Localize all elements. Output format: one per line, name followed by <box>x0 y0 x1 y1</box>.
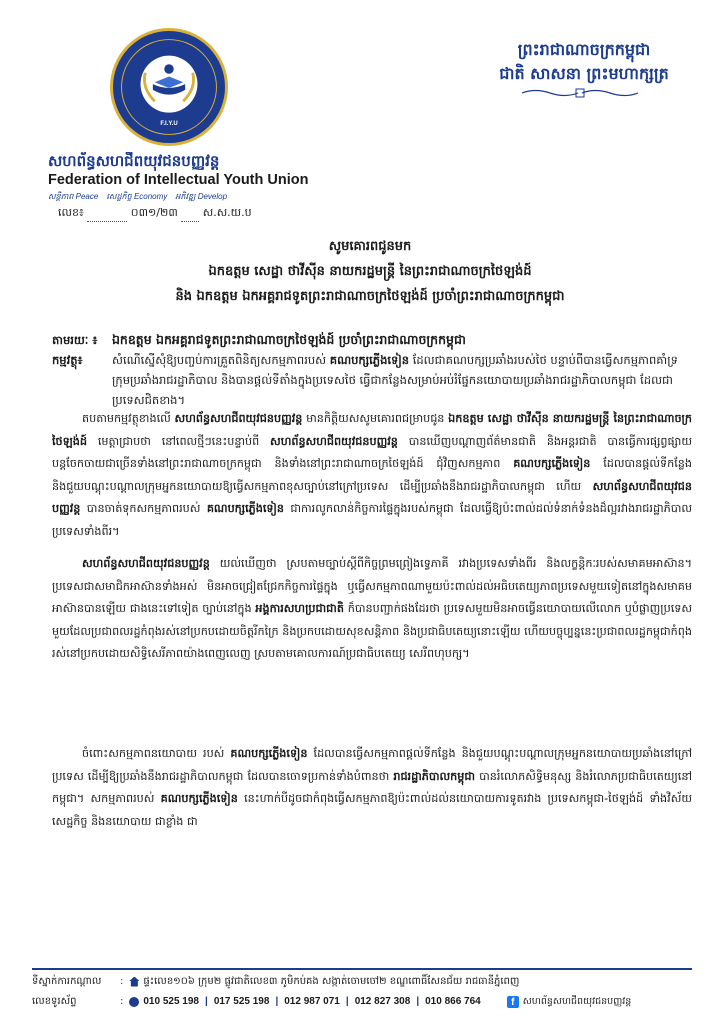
org-logo <box>110 28 228 146</box>
letter-body <box>52 408 692 865</box>
phone-number: 010 866 764 <box>425 996 481 1007</box>
paragraph-2: សហព័ន្ធសហជីពយុវជនបញ្ញវន្ត យល់ឃើញថា ស្របតាមច្បាប់ស្តីពីកិច្ចព្រមព្រៀងទ្វេភាគី រវាងប្រទេសទាំងពីរ និងលក្ខន្តិកៈរបស់សមាគមអាស៊ាន។ ប្រទេសជាសមាជិកអាស៊ានទាំងអស់ មិនអាចជ្រៀតជ្រែកកិច្ចការផ្ទៃក្នុង ឬធ្វើសកម្មភាពណាមួយប៉ះពាល់ដល់អធិបតេយ្យភាពប្រទេសមួយទៀតនៅក្នុងសមាគមអាស៊ានបានឡើយ ជាងនេះទៅទៀត ច្បាប់នៅក្នុង អង្គការសហប្រជាជាតិ ក៏បានបញ្ជាក់ផងដែរថា ប្រទេសមួយមិនអាចធ្វើនយោបាយលើលោក ឬបំផ្លាញប្រទេសមួយដែលប្រជាពលរដ្ឋកំពុងរស់នៅប្រកបដោយចិត្តរីកក្រៃ និងប្រកបដោយសុខសន្តិភាព និងប្រជាធិបតេយ្យនោះឡើយ ហើយបច្ចុប្បន្ននេះប្រជាពលរដ្ឋកម្ពុជាកំពុងរស់នៅប្រកបដោយសិទ្ធិសេរីភាពយ៉ាងពេញលេញ ស្របតាមគោលការណ៍ប្រជាធិបតេយ្យ សេរីពហុបក្ស។ <box>52 557 692 660</box>
facebook-icon: f <box>507 996 519 1008</box>
footer-address-row: ទីស្នាក់ការកណ្តាល : ផ្ទះលេខ១០៦ ក្រុម២ ផ្លូវជាតិលេខ៣ ភូមិកប់គង សង្កាត់ចោមចៅ២ ខណ្ឌពោធិ៍សែនជ័យ រាជធានីភ្នំពេញ <box>32 976 520 987</box>
subject-label: កម្មវត្ថុ៖ <box>52 353 83 367</box>
org-name-kh: សហព័ន្ធសហជីពយុវជនបញ្ញវន្ត <box>48 152 220 170</box>
motto-peace: សន្តិភាព Peace <box>48 192 99 201</box>
org-motto <box>48 191 298 203</box>
org-name-en: Federation of Intellectual Youth Union <box>48 172 309 188</box>
letter-meta <box>52 330 692 410</box>
phone-number: 012 987 071 <box>284 996 340 1007</box>
phone-label: លេខទូរស័ព្ទ <box>32 996 77 1007</box>
home-icon <box>129 977 139 987</box>
address-recipient-1: ឯកឧត្តម សេដ្ឋា ថាវីស៊ីន នាយករដ្ឋមន្ត្រី នៃព្រះរាជាណាចក្រថៃឡង់ដ៍ <box>208 264 532 279</box>
paragraph-1: តបតាមកម្មវត្ថុខាងលើ សហព័ន្ធសហជីពយុវជនបញ្ញវន្ត មានកិត្តិយសសូមគោរពជម្រាបជូន ឯកឧត្តម សេដ្ឋា ថាវីស៊ីន នាយករដ្ឋមន្ត្រី នៃព្រះរាជាណាចក្រថៃឡង់ដ៍ មេត្តាជ្រាបថា នៅពេលថ្មីៗនេះបន្ទាប់ពី សហព័ន្ធសហជីពយុវជនបញ្ញវន្ត បានឃើញបណ្តាញព័ត៌មានជាតិ និងអន្តរជាតិ បានធ្វើការផ្សព្វផ្សាយបន្តចែកចាយជាច្រើនទាំងនៅព្រះរាជាណាចក្រកម្ពុជា និងទាំងនៅព្រះរាជាណាចក្រថៃឡង់ដ៍ ជុំវិញសកម្មភាព គណបក្សភ្លើងទៀន ដែលបានផ្តល់ទីកន្លែង និងជួយបណ្តុះបណ្តាលក្រុមអ្នកនយោបាយឱ្យធ្វើសកម្មភាពខុសច្បាប់នៅក្រៅប្រទេស ដើម្បីប្រឆាំងនឹងរាជរដ្ឋាភិបាលកម្ពុជា ហើយ សហព័ន្ធសហជីពយុវជនបញ្ញវន្ត បានចាត់ទុកសកម្មភាពរបស់ គណបក្សភ្លើងទៀន ជាការលូកលាន់កិច្ចការផ្ទៃក្នុងរបស់កម្ពុជា ដែលធ្វើឱ្យប៉ះពាល់ដល់ទំនាក់ទំនងដ៏ល្អរវាងរាជរដ្ឋាភិបាលប្រទេសទាំងពីរ។ <box>52 412 692 538</box>
facebook-link[interactable] <box>507 995 632 1009</box>
ref-number-value: ០៣១/២៣ <box>130 206 178 219</box>
recipient-address <box>70 234 670 309</box>
via-label: តាមរយៈ ៖ <box>52 333 98 347</box>
logo-abbr: F.I.Y.U <box>160 121 178 127</box>
subject-value: សំណើស្នើសុំឱ្យបញ្ចប់ការគ្រួតពិនិត្យសកម្មភាពរបស់ គណបក្សភ្លើងទៀន ដែលជាគណបក្សប្រឆាំងរបស់ថៃ បន្ទាប់ពីបានធ្វើសកម្មភាពគាំទ្រក្រុមប្រឆាំងរាជរដ្ឋាភិបាល និងបានផ្តល់ទីតាំងក្នុងប្រទេសថៃ ធ្វើជាកន្លែងសម្រាប់អប់រំផ្នែកនយោបាយប្រឆាំងរាជរដ្ឋាភិបាលកម្ពុជា ដែលជាប្រទេសជិតខាង។ <box>112 353 678 407</box>
phone-number: 012 827 308 <box>354 996 411 1007</box>
office-address: ផ្ទះលេខ១០៦ ក្រុម២ ផ្លូវជាតិលេខ៣ ភូមិកប់គង សង្កាត់ចោមចៅ២ ខណ្ឌពោធិ៍សែនជ័យ រាជធានីភ្នំពេញ <box>143 976 520 987</box>
nation-religion-king: ជាតិ សាសនា ព្រះមហាក្សត្រ <box>499 64 669 83</box>
footer-phone-row: លេខទូរស័ព្ទ : 010 525 198 | 017 525 198 | 012 987 071 | 012 827 308 | 010 866 764 f សហព័ន្ធសហជីពយុវជនបញ្ញវន្ត <box>32 995 632 1008</box>
footer-divider <box>32 968 692 970</box>
address-greeting: សូមគោរពជូនមក <box>328 239 412 254</box>
motto-economy: សេដ្ឋកិច្ច Economy <box>106 192 168 201</box>
phone-list: 010 525 198 | 017 525 198 | 012 987 071 | 012 827 308 | 010 866 764 <box>143 996 481 1007</box>
paragraph-3: ចំពោះសកម្មភាពនយោបាយ របស់ គណបក្សភ្លើងទៀន ដែលបានធ្វើសកម្មភាពផ្តល់ទីកន្លែង និងជួយបណ្តុះបណ្តាលក្រុមអ្នកនយោបាយប្រឆាំងនៅក្រៅប្រទេស ដើម្បីឱ្យប្រឆាំងនឹងរាជរដ្ឋាភិបាលកម្ពុជា ដែលបានចោទប្រកាន់ទាំងបំពានថា រាជរដ្ឋាភិបាលកម្ពុជា បានរំលោភសិទ្ធិមនុស្ស និងរំលោភប្រជាធិបតេយ្យនៅកម្ពុជា។ សកម្មភាពរបស់ គណបក្សភ្លើងទៀន នេះហាក់បីដូចជាកំពុងធ្វើសកម្មភាពឱ្យប៉ះពាល់ដល់នយោបាយការទូតរវាង ប្រទេសកម្ពុជា-ថៃឡង់ដ៍ ទាំងវិស័យសេដ្ឋកិច្ច និងនយោបាយ ជាខ្លាំង ជា <box>52 747 692 828</box>
address-recipient-2: និង ឯកឧត្តម ឯកអគ្គរាជទូតព្រះរាជាណាចក្រថៃឡង់ដ៍ ប្រចាំព្រះរាជាណាចក្រកម្ពុជា <box>175 289 565 304</box>
kingdom-motto <box>470 38 698 86</box>
reference-number: លេខ៖ ០៣១/២៣ ស.ស.យ.ប <box>58 206 298 222</box>
office-label: ទីស្នាក់ការកណ្តាល <box>32 976 102 987</box>
ornament-divider-icon <box>520 88 640 98</box>
facebook-name: សហព័ន្ធសហជីពយុវជនបញ្ញវន្ត <box>522 995 632 1007</box>
motto-develop: អភិវឌ្ឍ Develop <box>175 192 228 201</box>
phone-number: 017 525 198 <box>213 996 270 1007</box>
via-value: ឯកឧត្តម ឯកអគ្គរាជទូតព្រះរាជាណាចក្រថៃឡង់ដ៍ ប្រចាំព្រះរាជាណាចក្រកម្ពុជា <box>112 332 466 347</box>
subject-row <box>52 350 692 410</box>
kingdom-name: ព្រះរាជាណាចក្រកម្ពុជា <box>517 40 651 59</box>
phone-number: 010 525 198 <box>143 996 199 1007</box>
via-row <box>52 330 692 350</box>
phone-icon <box>129 997 139 1007</box>
